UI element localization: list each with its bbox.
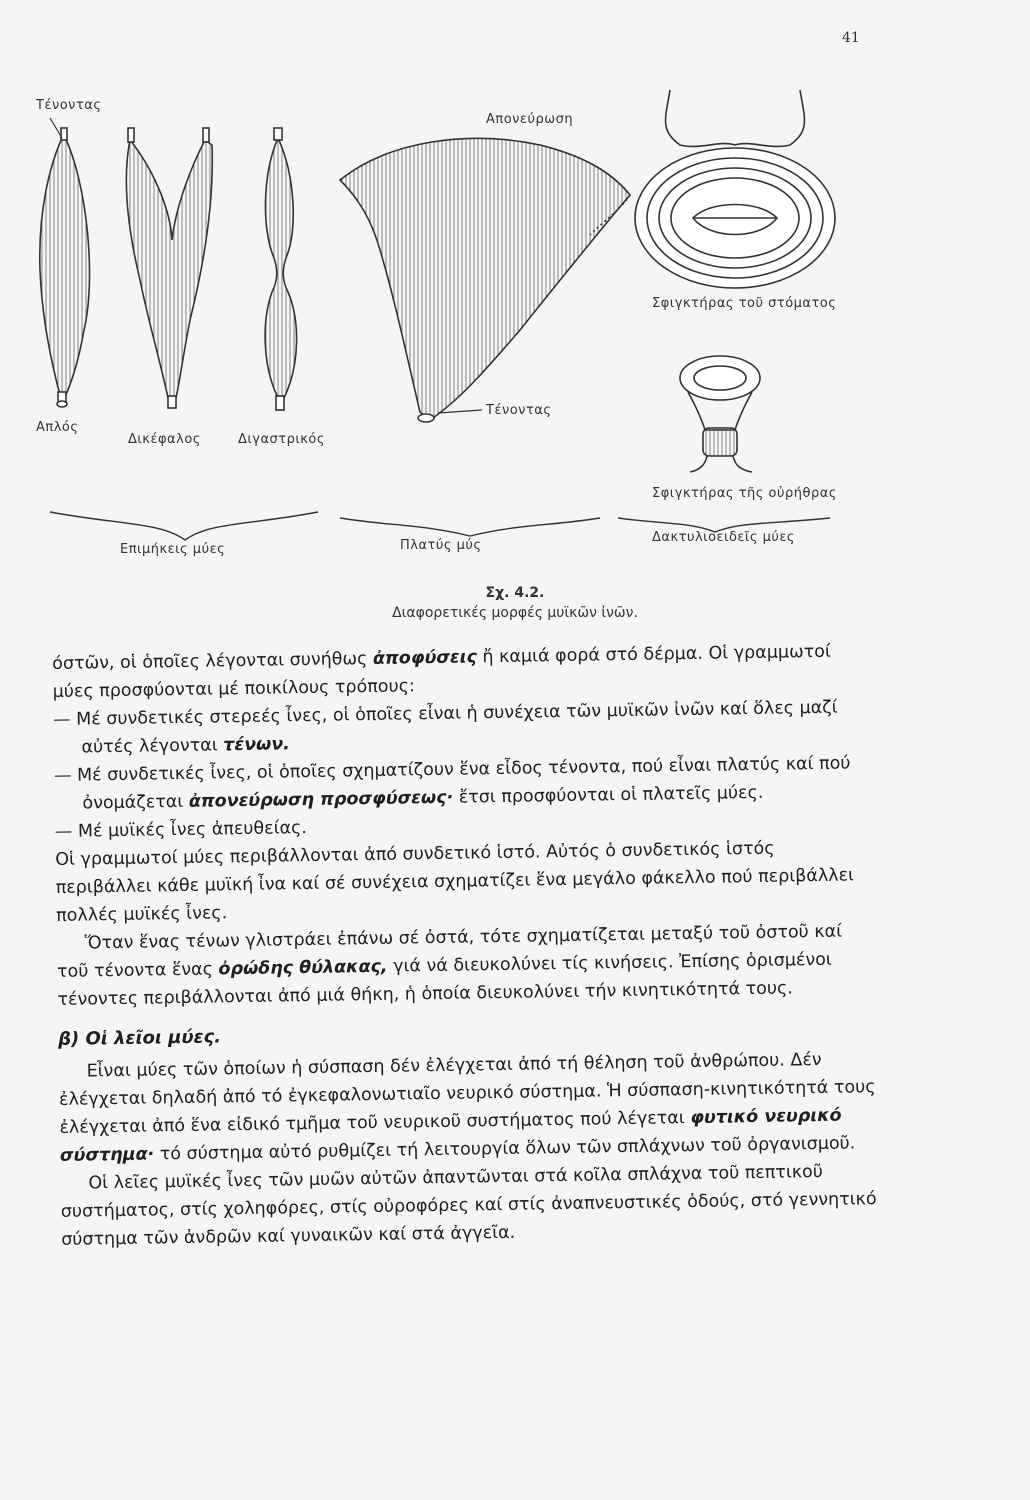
brace-long bbox=[50, 512, 318, 540]
paragraph-smooth-muscles: Εἶναι μύες τῶν ὁποίων ἡ σύσπαση δέν ἐλέγχεται ἀπό τή θέληση τοῦ ἀνθρώπου. Δέν ἐλέγχεται δηλαδή ἀπό τό ἐγκεφαλονωτιαῖο νευρικό σύστημα. Ἡ σύσπαση-κινητικότητά τους ἐλέγχεται ἀπό ἕνα εἰδικό τμῆμα τοῦ νευρικοῦ συστήματος πού λέγεται φυτικό νευρικό σύστημα· τό σύστημα αὐτό ρυθμίζει τή λειτουργία ὅλων τῶν σπλάχνων τοῦ ὀργανισμοῦ. bbox=[58, 1049, 876, 1166]
label-tendon-flat: Τένοντας bbox=[486, 403, 552, 418]
tendon-pointer-flat bbox=[438, 410, 482, 413]
term-aponeurosis: ἀπονεύρωση προσφύσεως· bbox=[188, 787, 454, 812]
simple-muscle-drawing bbox=[40, 128, 90, 407]
paragraph-smooth-fibers-location: Οἱ λεῖες μυϊκές ἶνες τῶν μυῶν αὐτῶν ἀπαντῶνται στά κοῖλα σπλάχνα τοῦ πεπτικοῦ συστήματος, στίς χοληφόρες, στίς οὐροφόρες καί στίς ἀναπνευστικές ὁδούς, στό γεννητικό σύστημα τῶν ἀνδρῶν καί γυναικῶν καί στά ἀγγεῖα. bbox=[60, 1161, 877, 1250]
term-autonomic-nervous-system: φυτικό νευρικό σύστημα· bbox=[59, 1105, 842, 1166]
list-item-tendon: — Μέ συνδετικές στερεές ἶνες, οἱ ὁποῖες εἶναι ἡ συνέχεια τῶν μυϊκῶν ἰνῶν καί ὅλες μαζί αὐτές λέγονται τένων. bbox=[52, 697, 838, 758]
muscle-forms-figure bbox=[0, 0, 1030, 580]
paragraph-attachments: όστῶν, οἱ ὁποῖες λέγονται συνήθως ἀποφύσεις ἤ καμιά φορά στό δέρμα. Οἱ γραμμωτοί μύες προσφύονται μέ ποικίλους τρόπους: bbox=[52, 641, 831, 702]
body-text bbox=[52, 637, 881, 1254]
label-urethra-sphincter: Σφιγκτήρας τῆς οὐρήθρας bbox=[652, 486, 837, 501]
figure-number: Σχ. 4.2. bbox=[485, 585, 545, 601]
list-item-aponeurosis: — Μέ συνδετικές ἶνες, οἱ ὁποῖες σχηματίζουν ἕνα εἶδος τένοντα, πού εἶναι πλατύς καί πού ὀνομάζεται ἀπονεύρωση προσφύσεως· ἔτσι προσφύονται οἱ πλατεῖς μύες. bbox=[53, 753, 851, 814]
section-heading-smooth-muscles: β) Οἱ λεῖοι μύες. bbox=[57, 1026, 222, 1050]
mouth-sphincter-drawing bbox=[635, 90, 835, 288]
biceps-muscle-drawing bbox=[126, 128, 212, 408]
label-digastric: Διγαστρικός bbox=[238, 432, 326, 447]
flat-muscle-drawing bbox=[340, 138, 630, 422]
paragraph-bursa: Ὅταν ἕνας τένων γλιστράει ἐπάνω σέ ὀστά, τότε σχηματίζεται μεταξύ τοῦ ὀστοῦ καί τοῦ τένοντα ἕνας ὀρώδης θύλακας, γιά νά διευκολύνει τίς κινήσεις. Ἐπίσης ὁρισμένοι τένοντες περιβάλλονται ἀπό μιά θήκη, ἡ ὁποία διευκολύνει τήν κινητικότητά τους. bbox=[56, 921, 843, 1010]
label-biceps: Δικέφαλος bbox=[128, 432, 201, 447]
label-tendon-top: Τένοντας bbox=[36, 98, 102, 113]
list-item-direct-fibers: — Μέ μυϊκές ἶνες ἀπευθείας. bbox=[54, 818, 308, 842]
urethra-sphincter-drawing bbox=[680, 356, 760, 472]
term-tendon: τένων. bbox=[223, 734, 290, 756]
label-group-long: Επιμήκεις μύες bbox=[120, 542, 226, 557]
label-group-flat: Πλατύς μύς bbox=[400, 538, 482, 553]
brace-flat bbox=[340, 518, 600, 536]
paragraph-connective-tissue: Οἱ γραμμωτοί μύες περιβάλλονται ἀπό συνδετικό ἱστό. Αὐτός ὁ συνδετικός ἱστός περιβάλλει κάθε μυϊκή ἶνα καί σέ συνέχεια σχηματίζει ἕνα μεγάλο φάκελλο πού περιβάλλει πολλές μυϊκές ἶνες. bbox=[55, 838, 855, 926]
label-group-ring: Δακτυλιοειδεῖς μύες bbox=[652, 530, 796, 545]
term-apophyses: ἀποφύσεις bbox=[372, 647, 478, 669]
page-number: 41 bbox=[842, 30, 860, 46]
figure-caption: Διαφορετικές μορφές μυϊκῶν ἰνῶν. bbox=[392, 605, 638, 621]
digastric-muscle-drawing bbox=[265, 128, 296, 410]
label-simple: Απλός bbox=[36, 420, 79, 435]
label-aponeurosis: Απονεύρωση bbox=[486, 112, 574, 127]
label-mouth-sphincter: Σφιγκτήρας τοῦ στόματος bbox=[652, 296, 837, 311]
term-bursa: ὀρώδης θύλακας, bbox=[218, 956, 388, 980]
